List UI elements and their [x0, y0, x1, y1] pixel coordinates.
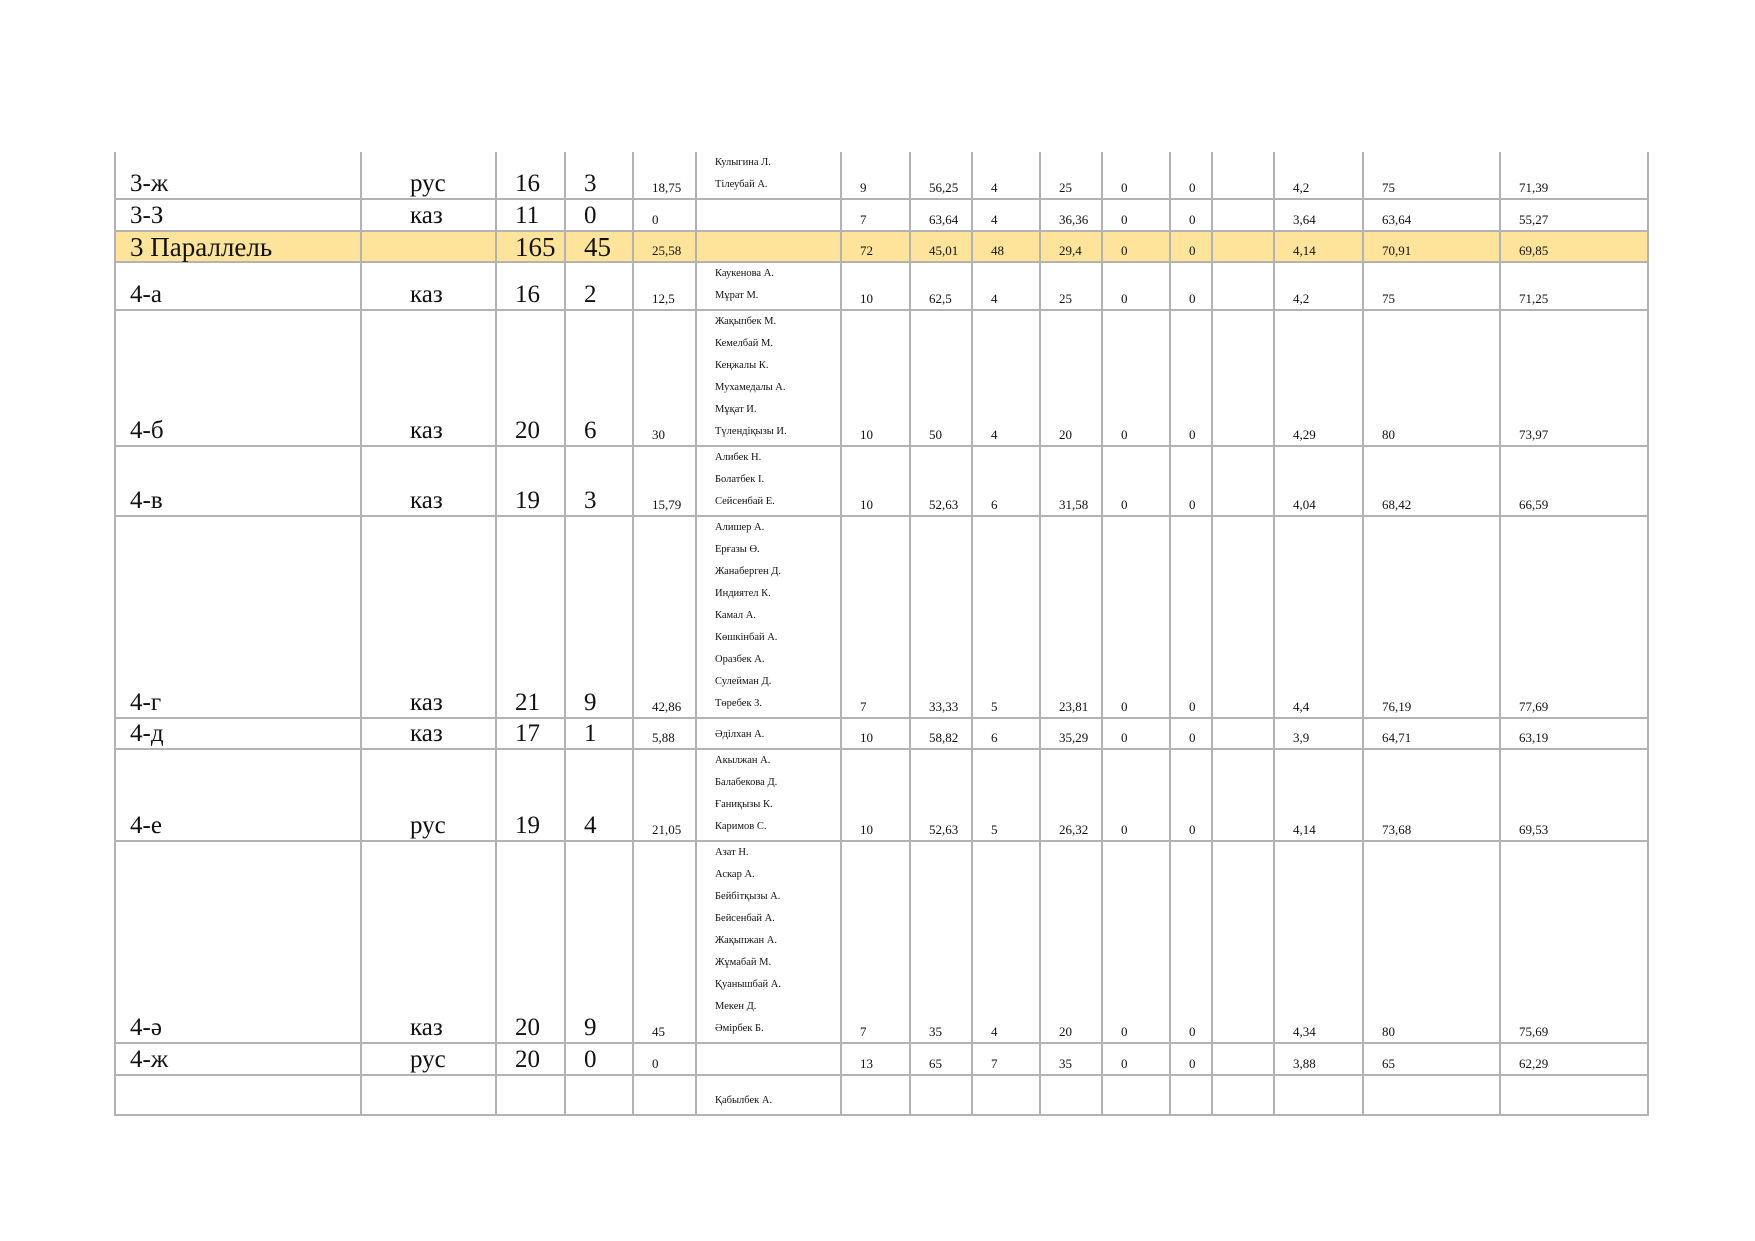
value-cell-c14: 4,34	[1274, 841, 1363, 1043]
value-cell-c14: 3,9	[1274, 718, 1363, 749]
value-cell-c7: 72	[841, 231, 910, 262]
student-name: Қабылбек А.	[715, 1095, 773, 1106]
language-cell: каз	[361, 516, 496, 718]
excellent-count-cell: 4	[565, 749, 633, 841]
parallel-summary-row	[115, 231, 1648, 262]
value-cell-c8: 58,82	[910, 718, 972, 749]
value-cell-c7: 10	[841, 446, 910, 516]
value-cell-c14: 4,2	[1274, 262, 1363, 310]
value-cell-c12: 0	[1170, 516, 1212, 718]
students-count-cell: 11	[496, 199, 565, 231]
value-cell-c13	[1212, 231, 1274, 262]
value-cell-c11: 0	[1102, 446, 1170, 516]
value-cell-c8: 63,64	[910, 199, 972, 231]
excellent-count-cell	[565, 1075, 633, 1115]
value-cell-c15: 65	[1363, 1043, 1500, 1075]
value-cell-c13	[1212, 152, 1274, 199]
excellent-count-cell: 0	[565, 199, 633, 231]
student-names-cell	[696, 199, 841, 231]
table-row	[115, 1043, 1648, 1075]
students-count-cell: 19	[496, 446, 565, 516]
value-cell-c9	[972, 1075, 1040, 1115]
student-name: Қуанышбай А.	[715, 979, 781, 990]
excellent-percent-cell: 21,05	[633, 749, 696, 841]
value-cell-c13	[1212, 262, 1274, 310]
value-cell-c12: 0	[1170, 1043, 1212, 1075]
excellent-count-cell: 9	[565, 841, 633, 1043]
student-name: Жақыпбек М.	[715, 316, 777, 327]
value-cell-c12: 0	[1170, 749, 1212, 841]
students-count-cell: 16	[496, 152, 565, 199]
value-cell-c12: 0	[1170, 446, 1212, 516]
value-cell-c14: 4,14	[1274, 231, 1363, 262]
student-names-cell	[696, 231, 841, 262]
language-cell: каз	[361, 310, 496, 446]
student-name: Балабекова Д.	[715, 777, 778, 788]
excellent-percent-cell: 25,58	[633, 231, 696, 262]
value-cell-c8: 52,63	[910, 749, 972, 841]
value-cell-c14: 4,29	[1274, 310, 1363, 446]
excellent-count-cell: 1	[565, 718, 633, 749]
value-cell-c10: 35	[1040, 1043, 1102, 1075]
language-cell: каз	[361, 262, 496, 310]
language-cell: рус	[361, 749, 496, 841]
student-name: Тілеубай А.	[715, 179, 768, 190]
value-cell-c15	[1363, 1075, 1500, 1115]
class-cell	[115, 1075, 361, 1115]
student-name: Болатбек І.	[715, 474, 765, 485]
value-cell-c9: 5	[972, 516, 1040, 718]
language-cell	[361, 231, 496, 262]
value-cell-c15: 63,64	[1363, 199, 1500, 231]
class-cell: 4-е	[115, 749, 361, 841]
spreadsheet-page	[0, 152, 1755, 1106]
student-name: Индиятел К.	[715, 588, 771, 599]
value-cell-c11: 0	[1102, 231, 1170, 262]
value-cell-c7: 13	[841, 1043, 910, 1075]
value-cell-c15: 75	[1363, 152, 1500, 199]
student-name: Алишер А.	[715, 522, 765, 533]
student-name: Мекен Д.	[715, 1001, 757, 1012]
excellent-count-cell: 0	[565, 1043, 633, 1075]
student-name: Мухамедалы А.	[715, 382, 786, 393]
student-names-cell	[696, 262, 841, 310]
student-name: Ерғазы Ө.	[715, 544, 760, 555]
student-name: Бейсенбай А.	[715, 913, 775, 924]
students-count-cell: 19	[496, 749, 565, 841]
student-name: Жұмабай М.	[715, 957, 772, 968]
value-cell-c16: 71,39	[1500, 152, 1648, 199]
students-count-cell: 20	[496, 310, 565, 446]
student-names-cell	[696, 1043, 841, 1075]
excellent-percent-cell: 45	[633, 841, 696, 1043]
class-cell: 4-ә	[115, 841, 361, 1043]
value-cell-c7: 10	[841, 310, 910, 446]
excellent-count-cell: 2	[565, 262, 633, 310]
value-cell-c9: 4	[972, 841, 1040, 1043]
student-name: Мұрат М.	[715, 290, 759, 301]
excellent-percent-cell: 0	[633, 1043, 696, 1075]
class-cell: 4-д	[115, 718, 361, 749]
student-name: Сулейман Д.	[715, 676, 772, 687]
student-name: Әмірбек Б.	[715, 1023, 764, 1034]
value-cell-c8: 33,33	[910, 516, 972, 718]
value-cell-c13	[1212, 718, 1274, 749]
value-cell-c16	[1500, 1075, 1648, 1115]
excellent-percent-cell	[633, 1075, 696, 1115]
value-cell-c10: 36,36	[1040, 199, 1102, 231]
value-cell-c10	[1040, 1075, 1102, 1115]
excellent-percent-cell: 42,86	[633, 516, 696, 718]
student-name: Кеңжалы К.	[715, 360, 769, 371]
value-cell-c7: 9	[841, 152, 910, 199]
value-cell-c10: 23,81	[1040, 516, 1102, 718]
value-cell-c14: 4,2	[1274, 152, 1363, 199]
student-name: Жақыпжан А.	[715, 935, 777, 946]
value-cell-c8: 50	[910, 310, 972, 446]
value-cell-c14: 4,04	[1274, 446, 1363, 516]
value-cell-c10: 20	[1040, 310, 1102, 446]
value-cell-c10: 25	[1040, 152, 1102, 199]
students-count-cell: 17	[496, 718, 565, 749]
student-name: Кемелбай М.	[715, 338, 774, 349]
value-cell-c14: 4,4	[1274, 516, 1363, 718]
excellent-percent-cell: 30	[633, 310, 696, 446]
language-cell: каз	[361, 199, 496, 231]
language-cell	[361, 1075, 496, 1115]
value-cell-c12: 0	[1170, 262, 1212, 310]
student-name: Камал А.	[715, 610, 756, 621]
value-cell-c10: 31,58	[1040, 446, 1102, 516]
students-count-cell: 20	[496, 841, 565, 1043]
value-cell-c13	[1212, 841, 1274, 1043]
class-cell: 4-в	[115, 446, 361, 516]
value-cell-c8: 62,5	[910, 262, 972, 310]
value-cell-c16: 63,19	[1500, 718, 1648, 749]
value-cell-c15: 64,71	[1363, 718, 1500, 749]
excellent-count-cell: 9	[565, 516, 633, 718]
value-cell-c16: 71,25	[1500, 262, 1648, 310]
value-cell-c12: 0	[1170, 231, 1212, 262]
student-names-cell	[696, 749, 841, 841]
excellent-percent-cell: 5,88	[633, 718, 696, 749]
students-count-cell	[496, 1075, 565, 1115]
student-name: Каримов С.	[715, 821, 767, 832]
value-cell-c13	[1212, 310, 1274, 446]
class-cell: 4-а	[115, 262, 361, 310]
student-names-cell	[696, 718, 841, 749]
value-cell-c7: 10	[841, 749, 910, 841]
value-cell-c13	[1212, 446, 1274, 516]
value-cell-c16: 75,69	[1500, 841, 1648, 1043]
value-cell-c14	[1274, 1075, 1363, 1115]
value-cell-c16: 66,59	[1500, 446, 1648, 516]
student-name: Түлендіқызы И.	[715, 426, 787, 437]
value-cell-c9: 6	[972, 446, 1040, 516]
students-count-cell: 21	[496, 516, 565, 718]
value-cell-c8: 35	[910, 841, 972, 1043]
student-name: Ғаниқызы К.	[715, 799, 773, 810]
table-row	[115, 1075, 1648, 1115]
value-cell-c11	[1102, 1075, 1170, 1115]
value-cell-c15: 76,19	[1363, 516, 1500, 718]
student-name: Азат Н.	[715, 847, 749, 858]
value-cell-c9: 4	[972, 152, 1040, 199]
value-cell-c12: 0	[1170, 199, 1212, 231]
excellent-count-cell: 3	[565, 446, 633, 516]
language-cell: каз	[361, 446, 496, 516]
value-cell-c11: 0	[1102, 310, 1170, 446]
student-names-cell	[696, 1075, 841, 1115]
value-cell-c16: 69,53	[1500, 749, 1648, 841]
value-cell-c11: 0	[1102, 199, 1170, 231]
class-cell: 4-б	[115, 310, 361, 446]
value-cell-c12	[1170, 1075, 1212, 1115]
value-cell-c16: 55,27	[1500, 199, 1648, 231]
value-cell-c16: 69,85	[1500, 231, 1648, 262]
table-row	[115, 262, 1648, 310]
students-count-cell: 20	[496, 1043, 565, 1075]
student-name: Кулыгина Л.	[715, 157, 771, 168]
value-cell-c16: 73,97	[1500, 310, 1648, 446]
table-row	[115, 199, 1648, 231]
results-table	[114, 152, 1649, 1116]
table-row	[115, 310, 1648, 446]
student-names-cell	[696, 516, 841, 718]
class-cell: 3-З	[115, 199, 361, 231]
value-cell-c14: 3,64	[1274, 199, 1363, 231]
class-cell: 4-ж	[115, 1043, 361, 1075]
value-cell-c15: 68,42	[1363, 446, 1500, 516]
value-cell-c9: 48	[972, 231, 1040, 262]
value-cell-c7	[841, 1075, 910, 1115]
value-cell-c10: 20	[1040, 841, 1102, 1043]
table-row	[115, 841, 1648, 1043]
value-cell-c7: 7	[841, 841, 910, 1043]
value-cell-c10: 25	[1040, 262, 1102, 310]
language-cell: рус	[361, 1043, 496, 1075]
student-name: Алибек Н.	[715, 452, 762, 463]
value-cell-c9: 7	[972, 1043, 1040, 1075]
value-cell-c16: 62,29	[1500, 1043, 1648, 1075]
language-cell: рус	[361, 152, 496, 199]
value-cell-c7: 7	[841, 516, 910, 718]
value-cell-c11: 0	[1102, 749, 1170, 841]
value-cell-c10: 35,29	[1040, 718, 1102, 749]
excellent-percent-cell: 18,75	[633, 152, 696, 199]
value-cell-c15: 70,91	[1363, 231, 1500, 262]
value-cell-c12: 0	[1170, 841, 1212, 1043]
excellent-percent-cell: 0	[633, 199, 696, 231]
value-cell-c11: 0	[1102, 718, 1170, 749]
excellent-count-cell: 6	[565, 310, 633, 446]
value-cell-c7: 7	[841, 199, 910, 231]
value-cell-c9: 5	[972, 749, 1040, 841]
excellent-count-cell: 45	[565, 231, 633, 262]
table-row	[115, 446, 1648, 516]
student-names-cell	[696, 841, 841, 1043]
value-cell-c15: 75	[1363, 262, 1500, 310]
student-name: Аскар А.	[715, 869, 755, 880]
value-cell-c13	[1212, 1075, 1274, 1115]
value-cell-c11: 0	[1102, 262, 1170, 310]
value-cell-c12: 0	[1170, 310, 1212, 446]
value-cell-c8: 45,01	[910, 231, 972, 262]
value-cell-c10: 29,4	[1040, 231, 1102, 262]
excellent-percent-cell: 15,79	[633, 446, 696, 516]
student-names-cell	[696, 310, 841, 446]
student-name: Сейсенбай Е.	[715, 496, 775, 507]
table-row	[115, 718, 1648, 749]
value-cell-c8: 65	[910, 1043, 972, 1075]
student-names-cell	[696, 152, 841, 199]
table-row	[115, 152, 1648, 199]
student-name: Жанаберген Д.	[715, 566, 782, 577]
value-cell-c9: 4	[972, 199, 1040, 231]
table-row	[115, 749, 1648, 841]
table-body	[115, 152, 1648, 1115]
excellent-count-cell: 3	[565, 152, 633, 199]
value-cell-c12: 0	[1170, 718, 1212, 749]
value-cell-c13	[1212, 749, 1274, 841]
value-cell-c8	[910, 1075, 972, 1115]
value-cell-c7: 10	[841, 262, 910, 310]
value-cell-c7: 10	[841, 718, 910, 749]
value-cell-c11: 0	[1102, 516, 1170, 718]
class-cell: 3-ж	[115, 152, 361, 199]
language-cell: каз	[361, 718, 496, 749]
language-cell: каз	[361, 841, 496, 1043]
value-cell-c9: 6	[972, 718, 1040, 749]
value-cell-c9: 4	[972, 310, 1040, 446]
value-cell-c9: 4	[972, 262, 1040, 310]
value-cell-c10: 26,32	[1040, 749, 1102, 841]
value-cell-c12: 0	[1170, 152, 1212, 199]
student-name: Акылжан А.	[715, 755, 771, 766]
student-name: Көшкінбай А.	[715, 632, 778, 643]
value-cell-c8: 52,63	[910, 446, 972, 516]
value-cell-c13	[1212, 1043, 1274, 1075]
student-name: Бейбітқызы А.	[715, 891, 781, 902]
value-cell-c14: 3,88	[1274, 1043, 1363, 1075]
value-cell-c15: 80	[1363, 310, 1500, 446]
table-row	[115, 516, 1648, 718]
students-count-cell: 16	[496, 262, 565, 310]
value-cell-c8: 56,25	[910, 152, 972, 199]
value-cell-c16: 77,69	[1500, 516, 1648, 718]
student-name: Каукенова А.	[715, 268, 774, 279]
class-cell: 4-г	[115, 516, 361, 718]
student-name: Оразбек А.	[715, 654, 765, 665]
student-names-cell	[696, 446, 841, 516]
value-cell-c15: 80	[1363, 841, 1500, 1043]
student-name: Әділхан А.	[715, 729, 765, 740]
value-cell-c13	[1212, 199, 1274, 231]
excellent-percent-cell: 12,5	[633, 262, 696, 310]
student-name: Төребек З.	[715, 698, 763, 709]
value-cell-c11: 0	[1102, 152, 1170, 199]
student-name: Мұқат И.	[715, 404, 757, 415]
value-cell-c11: 0	[1102, 1043, 1170, 1075]
students-count-cell: 165	[496, 231, 565, 262]
value-cell-c15: 73,68	[1363, 749, 1500, 841]
value-cell-c14: 4,14	[1274, 749, 1363, 841]
value-cell-c13	[1212, 516, 1274, 718]
value-cell-c11: 0	[1102, 841, 1170, 1043]
class-cell: 3 Параллель	[115, 231, 361, 262]
